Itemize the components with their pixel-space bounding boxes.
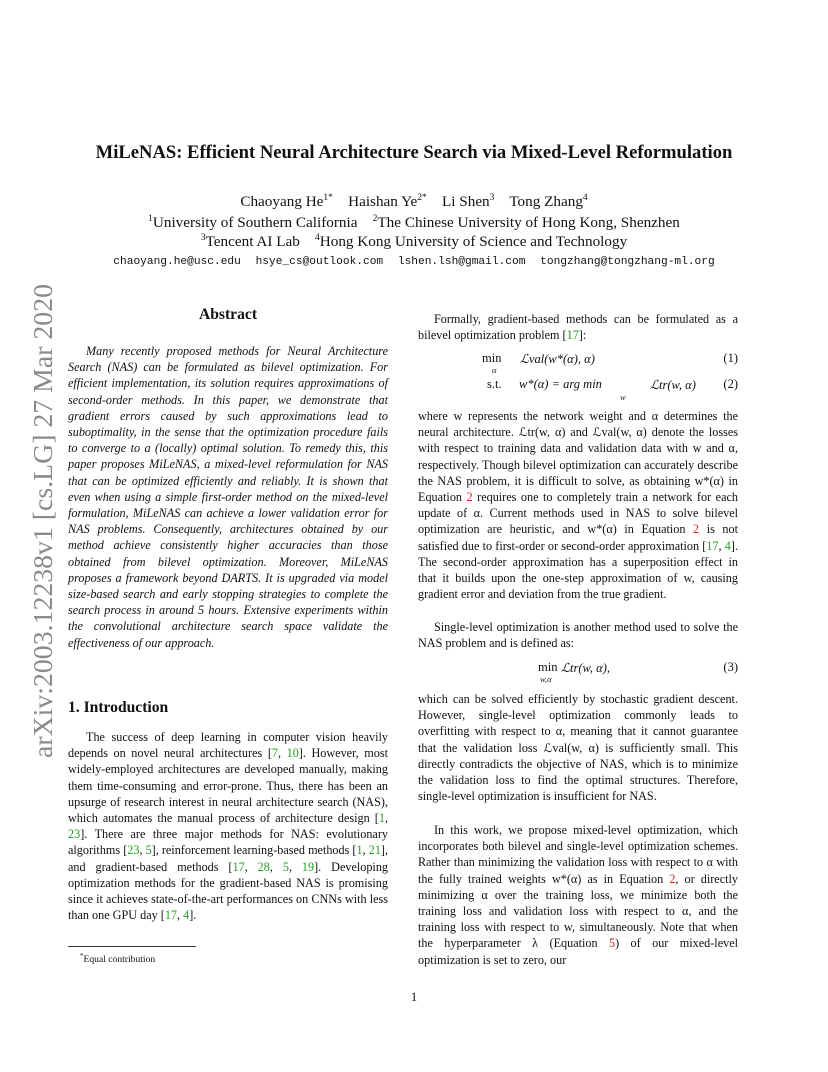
citation-link[interactable]: 1 bbox=[378, 811, 385, 826]
equation-ref[interactable]: 2 bbox=[669, 871, 676, 886]
eq3-op: min bbox=[538, 660, 558, 674]
right-paragraph-4: which can be solved efficiently by stochastic gradient descent. However, single-level optimization commonly leads to overfitting with respect to α, meaning that it cannot guarantee that the validation loss ℒval(w, α) is sufficiently small. This directly contradicts the objective of NAS, which is to minimize the validation loss to find the optimal structures. Therefore, single-level optimization is insufficient for NAS. bbox=[418, 692, 738, 804]
eq1-number: (1) bbox=[723, 351, 738, 365]
intro-paragraph: The success of deep learning in computer vision heavily depends on novel neural architectures [7, 10]. However, most widely-employed architectures are developed manually, making them time-consuming and error-prone. Thus, there has been an upsurge of research interest in neural architecture search (NAS), which automates the manual process of architecture design [1, 23]. There are three major methods for NAS: evolutionary algorithms [23, 5], reinforcement learning-based methods [1, 21], and gradient-based methods [17, 28, 5, 19]. Developing optimization methods for the gradient-based NAS is promising since it achieves state-of-the-art performances on CNNs with less than one GPU day [17, 4]. bbox=[68, 730, 389, 923]
affiliation-mark: 2 bbox=[372, 214, 378, 224]
author-name: Haishan Ye bbox=[348, 193, 418, 211]
eq1-under: α bbox=[492, 365, 497, 375]
email[interactable]: chaoyang.he@usc.edu bbox=[113, 256, 241, 268]
equation-ref[interactable]: 5 bbox=[608, 936, 616, 951]
right-paragraph-5: In this work, we propose mixed-level optimization, which incorporates both bilevel and single-level optimization schemes. Rather than minimizing the validation loss with respect to α with the fully trained weights w*(α) as in Equation 2, or directly minimizing α over the training loss, we minimize both the training loss and validation loss with respect to α, and the training loss with respect to w, simultaneously. Note that when the hyperparameter λ (Equation 5) of our mixed-level optimization is set to zero, our bbox=[418, 823, 738, 967]
citation-link[interactable]: 4 bbox=[183, 908, 190, 923]
footnote bbox=[80, 952, 155, 965]
section-heading: 1. Introduction bbox=[68, 699, 169, 716]
citation-link[interactable]: 5 bbox=[145, 843, 152, 858]
citation-link[interactable]: 19 bbox=[301, 859, 315, 874]
equation-ref[interactable]: 2 bbox=[693, 522, 700, 537]
footnote-rule bbox=[68, 946, 196, 947]
eq1-body: ℒval(w*(α), α) bbox=[520, 352, 595, 366]
eq1-op: min bbox=[482, 351, 502, 365]
affiliation-mark: 3 bbox=[200, 233, 206, 243]
citation-link[interactable]: 7 bbox=[271, 746, 278, 761]
eq3-body: ℒtr(w, α), bbox=[561, 661, 611, 675]
citation-link[interactable]: 28 bbox=[257, 859, 270, 874]
citation-link[interactable]: 4 bbox=[724, 538, 731, 553]
affiliation-line-2 bbox=[40, 233, 788, 251]
right-paragraph-2: where w represents the network weight and α determines the neural architecture. ℒtr(w, α) and ℒval(w, α) denote the losses with respect to training data and validation data with w and α, respectively. Though bilevel optimization can accurately describe the NAS problem, it is difficult to solve, as obtaining w*(α) in Equation 2 requires one to completely train a network for each update of α. Current methods used in NAS to solve bilevel optimization are heuristic, and w*(α) in Equation 2 is not satisfied due to first-order or second-order approximation [17, 4]. The second-order approximation has a superposition effect in that it builds upon the one-step approximation of w, causing gradient error and deviation from the true gradient. bbox=[418, 409, 738, 602]
affiliation-line-1 bbox=[40, 214, 788, 232]
eq2-lhs: w*(α) = arg min bbox=[519, 377, 602, 391]
citation-link[interactable]: 17 bbox=[706, 538, 719, 553]
author-mark: 4 bbox=[582, 193, 588, 203]
abstract-text: Many recently proposed methods for Neural Architecture Search (NAS) can be formulated as bilevel optimization. For efficient implementation, its solution requires approximations of second-order methods. In this paper, we demonstrate that gradient errors caused by such approximations lead to suboptimality, in the sense that the optimization procedure fails to converge to a (locally) optimal solution. To remedy this, this paper proposes MiLeNAS, a mixed-level reformulation for NAS that can be optimized efficiently and reliably. It is shown that even when using a simple first-order method on the mixed-level formulation, MiLeNAS can achieve a lower validation error for NAS problems. Consequently, architectures obtained by our method achieve consistently higher accuracies than those obtained from bilevel optimization. Moreover, MiLeNAS proposes a framework beyond DARTS. It is upgraded via model size-based search and early stopping strategies to complete the search process in around 5 hours. Extensive experiments within the convolutional architecture search space validate the effectiveness of our approach. bbox=[68, 344, 388, 650]
citation-link[interactable]: 10 bbox=[286, 746, 299, 761]
author-list bbox=[40, 193, 788, 211]
eq2-lead: s.t. bbox=[487, 377, 502, 391]
right-paragraph-3: Single-level optimization is another method used to solve the NAS problem and is defined as: bbox=[418, 620, 738, 651]
author-name: Li Shen bbox=[441, 193, 490, 211]
arxiv-stamp-text: arXiv:2003.12238v1 [cs.LG] 27 Mar 2020 bbox=[28, 297, 58, 758]
author-name: Chaoyang He bbox=[240, 193, 324, 211]
affiliation: The Chinese University of Hong Kong, Shenzhen bbox=[377, 214, 680, 232]
eq2-under: w bbox=[620, 392, 626, 402]
author-mark: 2* bbox=[417, 193, 427, 203]
eq2-body: ℒtr(w, α) bbox=[650, 378, 696, 392]
citation-link[interactable]: 23 bbox=[68, 827, 81, 842]
affiliation-mark: 4 bbox=[315, 233, 320, 243]
paper-title: MiLeNAS: Efficient Neural Architecture Search via Mixed-Level Reformulation bbox=[95, 142, 733, 163]
author-name: Tong Zhang bbox=[509, 193, 583, 211]
page-number: 1 bbox=[410, 990, 418, 1004]
footnote-text: Equal contribution bbox=[83, 954, 156, 966]
citation-link[interactable]: 1 bbox=[356, 843, 363, 858]
author-mark: 3 bbox=[489, 193, 495, 203]
affiliation: Tencent AI Lab bbox=[205, 233, 300, 251]
author-mark: 1* bbox=[323, 193, 333, 203]
email[interactable]: tongzhang@tongzhang-ml.org bbox=[540, 256, 715, 268]
abstract-heading: Abstract bbox=[198, 306, 258, 323]
citation-link[interactable]: 17 bbox=[232, 859, 245, 874]
arxiv-stamp bbox=[14, 282, 62, 760]
email[interactable]: lshen.lsh@gmail.com bbox=[397, 256, 526, 268]
footnote-mark: * bbox=[80, 952, 84, 960]
affiliation-mark: 1 bbox=[148, 214, 153, 224]
eq3-under: w,α bbox=[540, 674, 552, 684]
citation-link[interactable]: 17 bbox=[164, 908, 177, 923]
citation-link[interactable]: 5 bbox=[282, 859, 289, 874]
affiliation: University of Southern California bbox=[152, 214, 358, 232]
citation-link[interactable]: 21 bbox=[368, 843, 381, 858]
equation-ref[interactable]: 2 bbox=[466, 490, 473, 505]
affiliation: Hong Kong University of Science and Technology bbox=[319, 233, 628, 251]
citation-link[interactable]: 23 bbox=[127, 843, 140, 858]
right-paragraph-1: Formally, gradient-based methods can be formulated as a bilevel optimization problem [17]: bbox=[418, 312, 738, 343]
eq3-number: (3) bbox=[723, 660, 738, 674]
email-list bbox=[40, 256, 788, 268]
eq2-number: (2) bbox=[723, 377, 738, 391]
email[interactable]: hsye_cs@outlook.com bbox=[255, 256, 384, 268]
citation-link[interactable]: 17 bbox=[566, 328, 579, 343]
